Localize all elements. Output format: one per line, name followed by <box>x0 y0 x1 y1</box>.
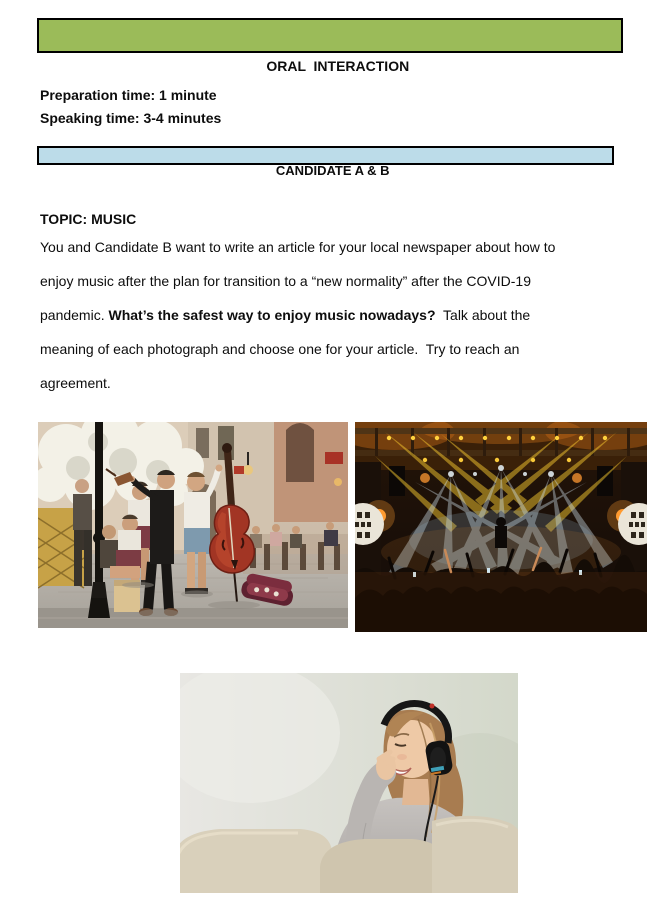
oral-interaction-title: ORAL INTERACTION <box>266 58 410 74</box>
paragraph-line <box>40 366 555 400</box>
topic-paragraph <box>40 230 555 400</box>
paragraph-text: agreement. <box>40 375 111 391</box>
preparation-time-text: Preparation time: 1 minute <box>40 87 217 103</box>
candidate-banner-label: CANDIDATE A & B <box>275 163 390 178</box>
paragraph-text: enjoy music after the plan for transition to a “new normality” after the COVID-19 <box>40 273 531 289</box>
topic-heading: TOPIC: MUSIC <box>40 211 137 227</box>
speaking-time-text: Speaking time: 3-4 minutes <box>40 110 222 126</box>
question-bold-text: What’s the safest way to enjoy music nowadays? <box>108 307 436 323</box>
paragraph-text: Talk about the <box>435 307 531 323</box>
timing-info <box>40 84 221 130</box>
headphones-listener-illustration <box>180 673 518 893</box>
concert-photo <box>355 422 647 632</box>
paragraph-line <box>40 230 555 264</box>
headphones-listener-photo <box>180 673 518 893</box>
paragraph-line <box>40 264 555 298</box>
paragraph-line <box>40 332 555 366</box>
paragraph-text: pandemic. <box>40 307 109 323</box>
oral-interaction-banner <box>37 18 623 74</box>
paragraph-line <box>40 298 555 332</box>
paragraph-text: meaning of each photograph and choose one for your article. Try to reach an <box>40 341 520 357</box>
paragraph-text: You and Candidate B want to write an article for your local newspaper about how to <box>40 239 556 255</box>
concert-illustration <box>355 422 647 632</box>
candidate-banner <box>37 146 614 178</box>
street-musicians-illustration <box>38 422 348 628</box>
street-musicians-photo <box>38 422 348 628</box>
